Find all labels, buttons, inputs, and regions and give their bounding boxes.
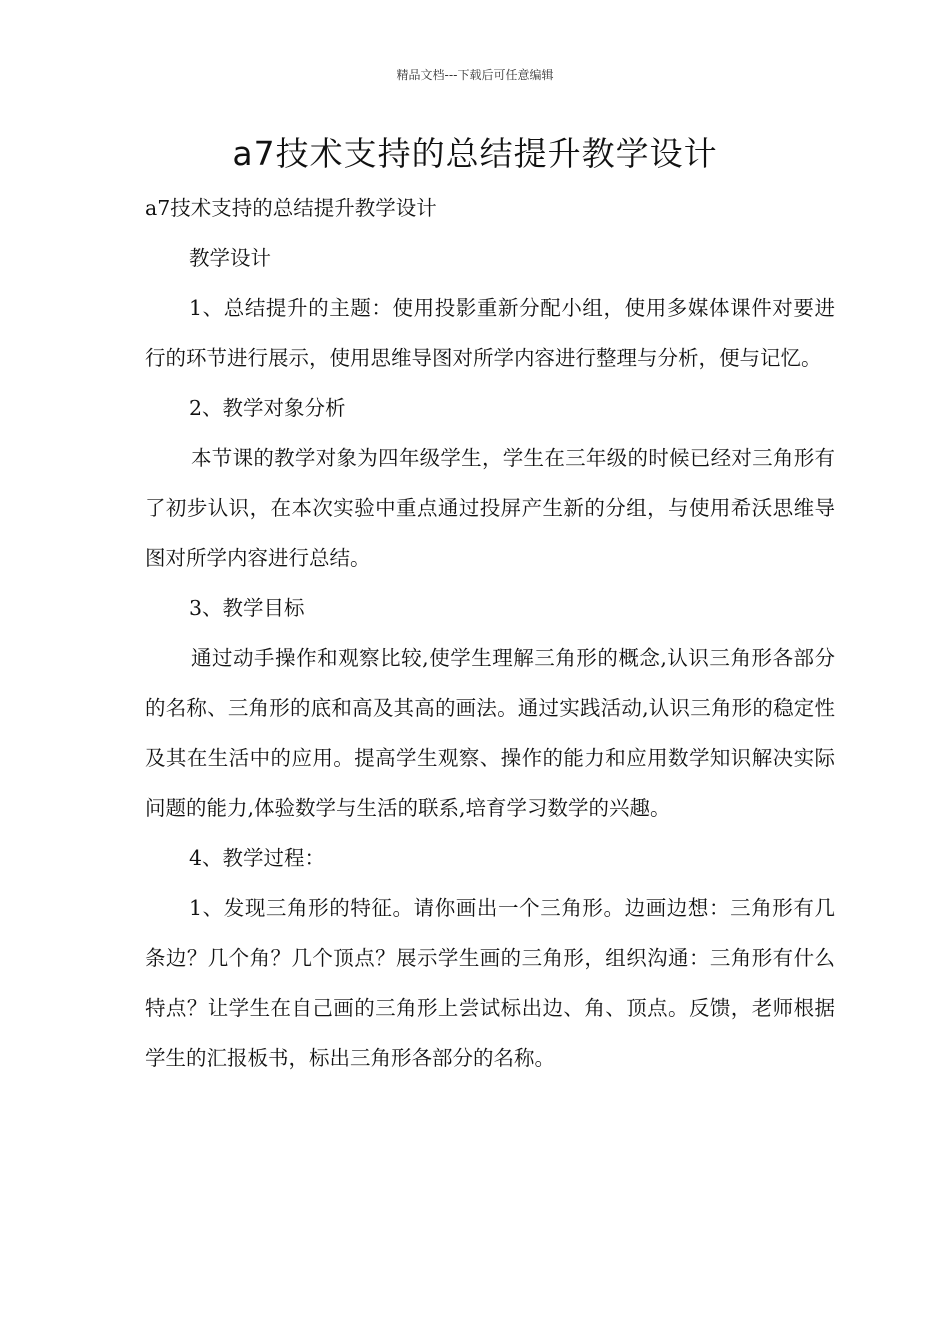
paragraph-heading-goals: 3、教学目标 — [189, 596, 305, 620]
paragraph-process: 1、发现三角形的特征。请你画出一个三角形。边画边想：三角形有几条边？几个角？几个顶点？展示学生画的三角形，组织沟通：三角形有什么特点？让学生在自己画的三角形上尝试标出边、角、顶点。反馈，老师根据学生的汇报板书，标出三角形各部分的名称。 — [145, 896, 835, 1070]
paragraph-goals: 通过动手操作和观察比较,使学生理解三角形的概念,认识三角形各部分的名称、三角形的底和高及其高的画法。通过实践活动,认识三角形的稳定性及其在生活中的应用。提高学生观察、操作的能力和应用数学知识解决实际问题的能力,体验数学与生活的联系,培育学习数学的兴趣。 — [145, 646, 835, 820]
paragraph-heading-process: 4、教学过程： — [189, 846, 326, 870]
paragraph-theme: 1、总结提升的主题：使用投影重新分配小组，使用多媒体课件对要进行的环节进行展示，使用思维导图对所学内容进行整理与分析，便与记忆。 — [145, 296, 835, 370]
document-subtitle: a7技术支持的总结提升教学设计 — [145, 196, 437, 220]
document-body — [145, 183, 835, 1083]
header-note: 精品文档---下载后可任意编辑 — [396, 68, 554, 82]
paragraph-analysis: 本节课的教学对象为四年级学生，学生在三年级的时候已经对三角形有了初步认识，在本次实验中重点通过投屏产生新的分组，与使用希沃思维导图对所学内容进行总结。 — [145, 446, 835, 570]
document-title: a7技术支持的总结提升教学设计 — [232, 134, 718, 173]
paragraph-heading-analysis: 2、教学对象分析 — [189, 396, 346, 420]
paragraph-section-heading: 教学设计 — [189, 246, 271, 270]
